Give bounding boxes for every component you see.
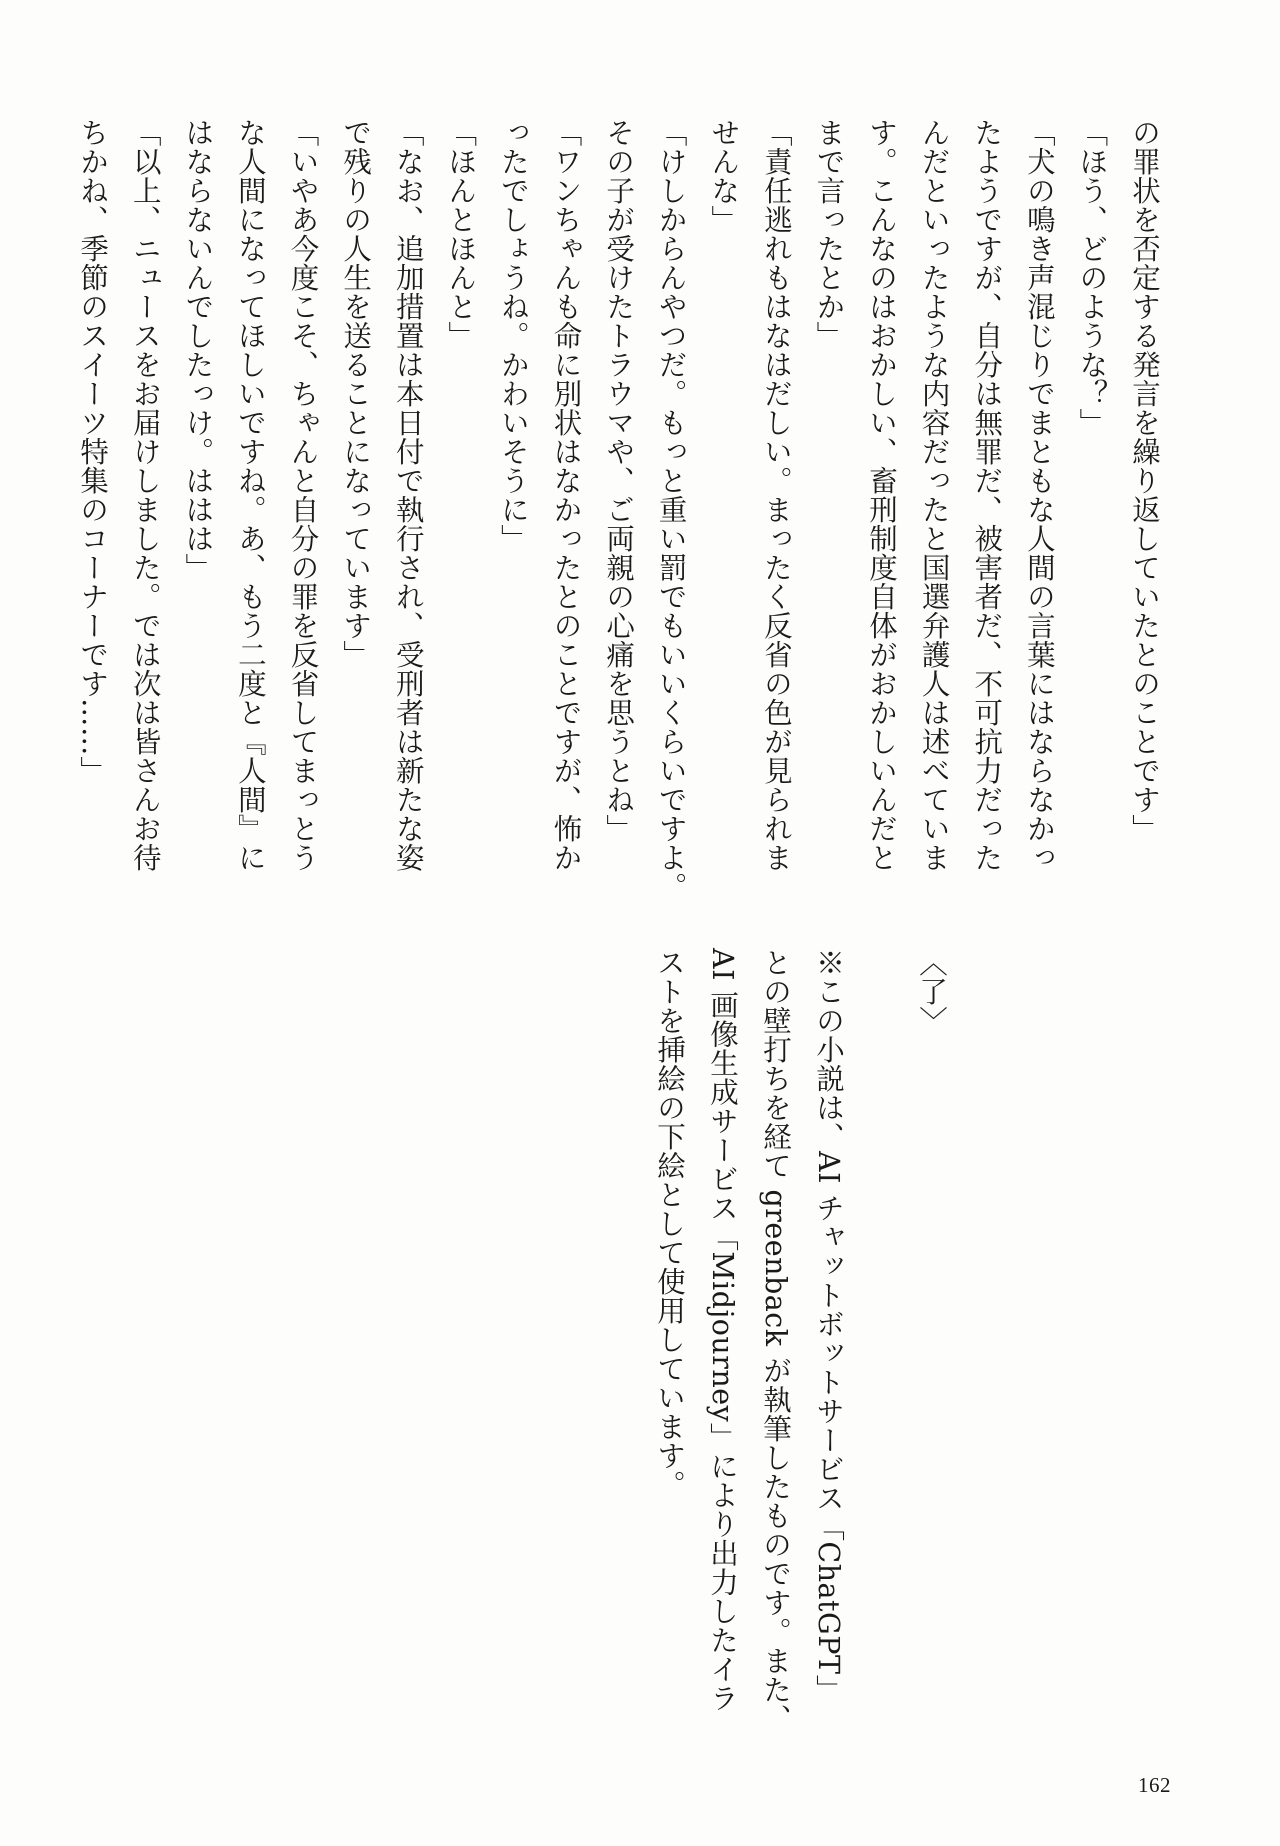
- text-line: 「なお、追加措置は本日付で執行され、受刑者は新たな姿: [391, 118, 425, 872]
- text-line: 「犬の鳴き声混じりでまともな人間の言葉にはならなかっ: [1022, 118, 1056, 872]
- end-mark: 〈了〉: [915, 948, 948, 1035]
- text-line: たようですが、自分は無罪だ、被害者だ、不可抗力だった: [970, 118, 1004, 872]
- text-line: な人間になってほしいですね。あ、もう二度と『人間』に: [233, 118, 267, 872]
- text-line: はならないんでしたっけ。ははは」: [181, 118, 215, 582]
- text-line: 「責任逃れもはなはだしい。まったく反省の色が見られま: [759, 118, 793, 872]
- text-line: で残りの人生を送ることになっています」: [339, 118, 373, 669]
- text-line: す。こんなのはおかしい、畜刑制度自体がおかしいんだと: [865, 118, 899, 872]
- postscript-line: AI 画像生成サービス「Midjourney」により出力したイラ: [706, 948, 739, 1713]
- postscript-line: との壁打ちを経て greenback が執筆したものです。また、: [759, 948, 792, 1734]
- text-line: 「ワンちゃんも命に別状はなかったとのことですが、怖か: [549, 118, 583, 872]
- main-text-block: [66, 118, 1170, 901]
- text-line: ったでしょうね。かわいそうに」: [496, 118, 530, 553]
- text-line: の罪状を否定する発言を繰り返していたとのことです」: [1128, 118, 1161, 843]
- text-line: まで言ったとか」: [812, 118, 846, 350]
- text-line: 「以上、ニュースをお届けしました。では次は皆さんお待: [128, 118, 162, 872]
- text-line: 「いやあ今度こそ、ちゃんと自分の罪を反省してまっとう: [286, 118, 320, 872]
- postscript-line: ※この小説は、AI チャットボットサービス「ChatGPT」: [812, 948, 845, 1704]
- text-line: その子が受けたトラウマや、ご両親の心痛を思うとね」: [602, 118, 636, 843]
- text-line: 「ほう、どのような？」: [1075, 118, 1109, 437]
- postscript-line: ストを挿絵の下絵として使用しています。: [653, 948, 686, 1499]
- text-line: せんな」: [707, 118, 741, 234]
- text-line: んだといったような内容だったと国選弁護人は述べていま: [917, 118, 951, 872]
- text-line: 「ほんとほんと」: [444, 118, 478, 350]
- postscript-block: [643, 948, 958, 1734]
- text-line: ちかね、季節のスイーツ特集のコーナーです……」: [76, 118, 110, 785]
- text-line: 「けしからんやつだ。もっと重い罰でもいいくらいですよ。: [654, 118, 688, 901]
- page-number: 162: [1138, 1773, 1171, 1797]
